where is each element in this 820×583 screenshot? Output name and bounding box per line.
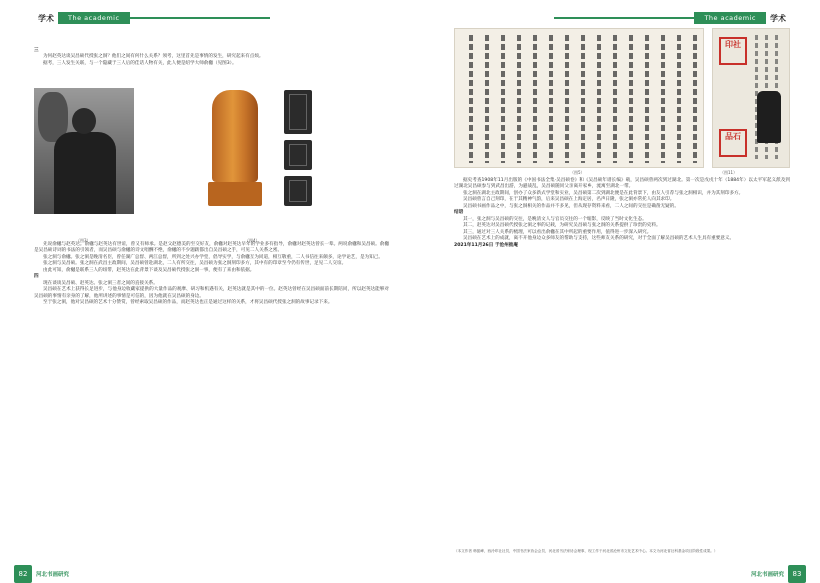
figure-caption: （图5） — [570, 170, 585, 175]
calligraphy-column — [661, 35, 665, 163]
left-page-number: 82 — [14, 565, 32, 583]
figure-caption: （图3） — [76, 238, 91, 243]
calligraphy-column — [469, 35, 473, 163]
seal-impressions — [280, 88, 316, 210]
seal-stone — [212, 90, 258, 182]
paragraph: 吴昌硕书画作品之中，与张之洞相关的作品并不多见，但从现存资料来看，二人之间的交往是确凿无疑的。 — [463, 203, 679, 209]
portrait-photo-figure-head — [72, 108, 96, 134]
left-header — [34, 12, 270, 24]
paragraph: 为何赵英达谈吴昌硕代授张之洞？他们之间有何什么关系？须考，这里首先是事情的发生，研究起来有点烦。 — [43, 54, 264, 60]
right-header — [554, 12, 790, 24]
paragraph: 至于张之洞，他对吴昌硕的艺术十分赞赏，曾经索取吴昌硕的作品，而赵英达也正是通过这样的关系，才将吴昌硕代授张之洞的故事记录下来。 — [43, 300, 333, 306]
paragraph: 张之洞在湖北主政期间，创办了众多新式学堂和实业，吴昌硕第二次到湖北便是在此背景下，由友人引荐与张之洞相识，并为其刻印多方。 — [463, 190, 744, 196]
calligraphy-column — [645, 35, 649, 163]
seal-impression — [284, 140, 312, 170]
left-top-text — [34, 48, 389, 67]
calligraphy-column — [485, 35, 489, 163]
calligraphy-column — [597, 35, 601, 163]
paragraph: 据考，三人发生关联，与一个隐藏于三人后的佳话人物有关，此人便是绍学大师俞樾（见图3）。 — [43, 60, 237, 66]
right-section-tag: 学术 — [770, 13, 786, 23]
paragraph: 吴昌硕在艺术上获得长足进步，与他身边收藏家提供的大量作品的观摩、研习和机遇有关，赵英达就是其中的一位。赵英达曾经在吴昌硕面前长期陪同，所以赵英达能够对吴昌硕的事情有亲身的了解，他所讲述的事情是可信的，因为他就在吴昌硕的身边。 — [34, 287, 389, 299]
paragraph: 吴昌硕在艺术上的成就，离不开他身边众多师友的帮助与支持，这些师友关系的研究，对于全面了解吴昌硕的艺术人生具有重要意义。 — [463, 236, 735, 242]
paragraph: 先说俞樾与赵英达。俞樾与赵英达有世谊，曾又有师承。是赵父赵德美的至交好友，俞樾对赵英达早年的学业多有指导，俞樾对赵英达曾长一辈。两说俞樾和吴昌硕。俞樾是吴昌硕诗词的书法的引领者，而吴昌硕与俞樾的诗文唱酬不绝，俞樾的不少题跋都出自吴昌硕之手，可见二人关系之密。 — [34, 242, 389, 254]
right-sub-heading: 结语 — [454, 210, 464, 216]
paragraph: 现在谈谈吴昌硕、赵英达、张之洞三者之间的直接关系。 — [43, 280, 158, 286]
figure-caption: （图4） — [245, 238, 260, 243]
paragraph: 吴昌硕曾言自己刻印，在于其精神气韵，后来吴昌硕在上海定居，名声日隆，张之洞亦常托人向其求印。 — [463, 197, 675, 203]
calligraphy-column — [533, 35, 537, 163]
poster-seal-stone — [757, 91, 781, 143]
seal-poster-image — [712, 28, 790, 168]
seal-impression — [284, 90, 312, 134]
date-line: 2021年11月26日 于沧州拙庵 — [454, 242, 518, 248]
calligraphy-letter-image — [454, 28, 704, 168]
calligraphy-column — [581, 35, 585, 163]
calligraphy-column — [629, 35, 633, 163]
paragraph: 张之洞与俞樾。张之洞是晚清名臣，曾任湖广总督、两江总督，所到之处兴办学堂，倡导实学，与俞樾互为同道，相互敬重，二人书信往来颇多，论学论艺，是为知己。 — [43, 254, 383, 260]
seal-stone-photo — [206, 88, 266, 210]
calligraphy-column — [677, 35, 681, 163]
paragraph: 张之洞与吴昌硕。张之洞在武昌主政期间，吴昌硕曾赴湖北，二人有所交往，吴昌硕为张之洞刻印多方，其中有的印章至今仍有传世，足见二人交谊。 — [43, 261, 347, 267]
right-header-bar: The academic — [694, 12, 766, 24]
figure-caption: （图11） — [720, 170, 738, 175]
paragraph: 据史考查1908年11月出版的《中国书法全集·吴昌硕卷》和《吴昌硕年谱长编》载，吴昌硕曾两次到过湖北。第一次是戊戌十年（1884年）以太平军起义派及到过湖北吴昌硕参与到武昌出游，为避战乱，吴昌硕随同父亲离开家乡，流寓至湖北一带。 — [454, 178, 790, 190]
calligraphy-column — [501, 35, 505, 163]
portrait-photo — [34, 88, 134, 214]
paragraph: 其二，赵英达对吴昌硕代授张之洞之事的记载，为研究吴昌硕与张之洞的关系提供了珍贵的史料。 — [463, 223, 661, 229]
left-magazine-name: 河北书画研究 — [36, 572, 70, 578]
left-header-bar: The academic — [58, 12, 130, 24]
right-main-text — [454, 178, 790, 249]
author-note: （本文作者 韩振峰，西泠印社社员，中国书法家协会会员，河北省书法家协会理事，现工作于河北省沧州市文化艺术中心。本文为河北省社科基金项目阶段性成果。） — [454, 549, 718, 553]
right-magazine-name: 河北书画研究 — [750, 572, 784, 578]
right-footer — [410, 565, 820, 583]
seal-stone-base — [208, 182, 262, 206]
paragraph: 其一，张之洞与吴昌硕的交往，是晚清文人与官员交往的一个缩影，反映了当时文化生态。 — [463, 216, 647, 222]
portrait-photo-figure-body — [54, 132, 116, 214]
paragraph: 其三，通过对三人关系的梳理，可以看出俞樾在其中所起的重要作用，值得进一步深入研究。 — [463, 229, 652, 235]
calligraphy-column — [549, 35, 553, 163]
right-header-bar-extension — [554, 17, 694, 19]
seal-impression — [284, 176, 312, 206]
right-page-number: 83 — [788, 565, 806, 583]
calligraphy-column — [565, 35, 569, 163]
calligraphy-column — [517, 35, 521, 163]
left-header-bar-extension — [130, 17, 270, 19]
left-section-tag: 学术 — [38, 13, 54, 23]
red-seal-mark: 印社 — [719, 37, 747, 65]
left-top-heading: 三 — [34, 48, 39, 53]
left-sub-heading: 四 — [34, 274, 39, 280]
calligraphy-column — [693, 35, 697, 163]
red-seal-mark: 品石 — [719, 129, 747, 157]
paragraph: 由此可知，俞樾是联系三人的纽带，赵英达在此背景下谈及吴昌硕代授张之洞一事，便有了来由和依据。 — [43, 267, 255, 273]
calligraphy-column — [613, 35, 617, 163]
